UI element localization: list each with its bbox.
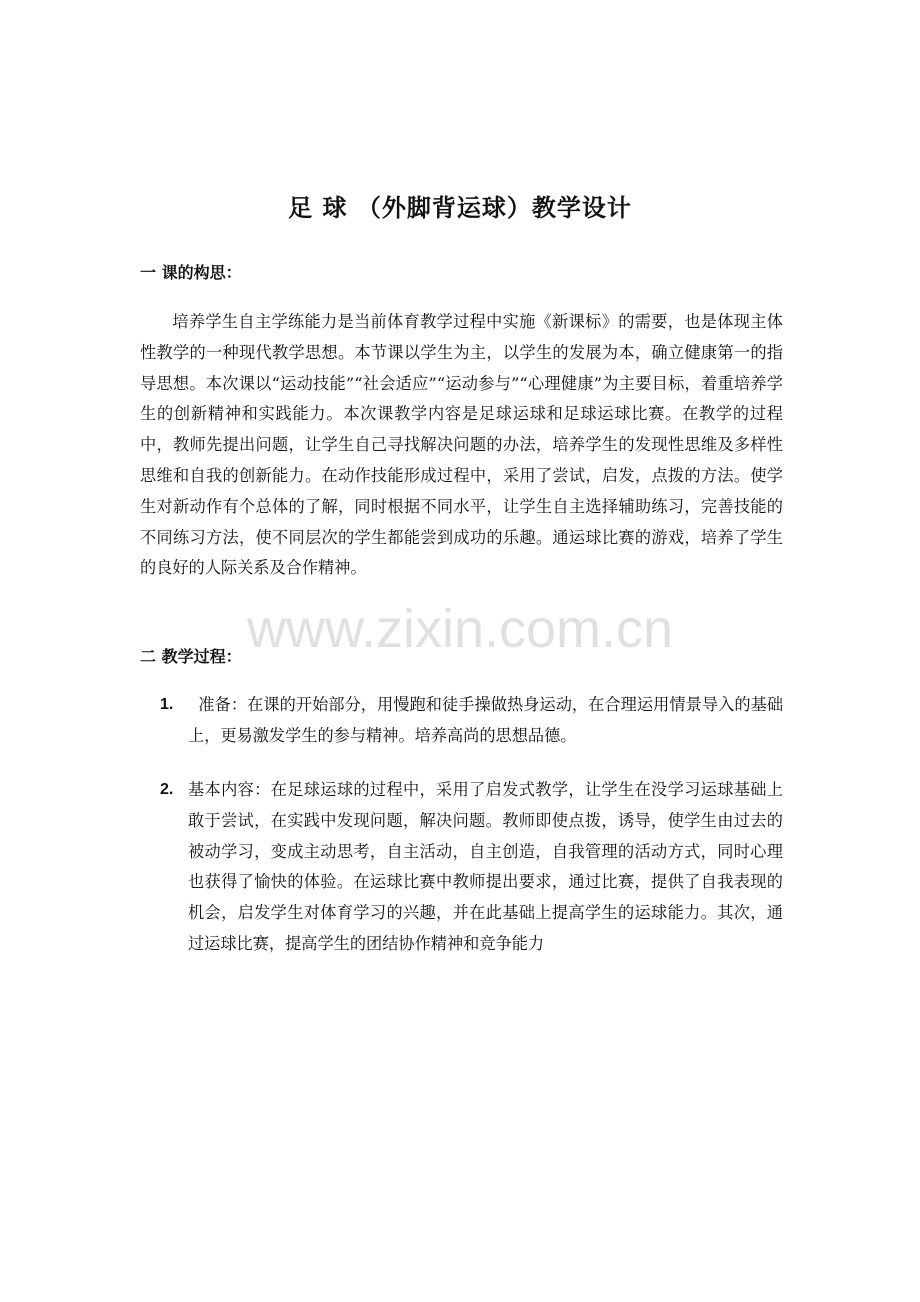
section-heading-concept: 一 课的构思：: [140, 263, 242, 282]
list-item-number: 2.: [160, 781, 174, 798]
watermark: www.zixin.com.cn: [246, 599, 674, 659]
section-heading-process: 二 教学过程：: [140, 647, 242, 666]
concept-paragraph: 培养学生自主学练能力是当前体育教学过程中实施《新课标》的需要，也是体现主体性教学的一种现代教学思想。本节课以学生为主，以学生的发展为本，确立健康第一的指导思想。本次课以“运动技能”“社会适应”“运动参与”“心理健康”为主要目标，着重培养学生的创新精神和实践能力。本次课教学内容是足球运球和足球运球比赛。在教学的过程中，教师先提出问题，让学生自己寻找解决问题的办法，培养学生的发现性思维及多样性思维和自我的创新能力。在动作技能形成过程中，采用了尝试，启发，点拨的方法。使学生对新动作有个总体的了解，同时根据不同水平，让学生自主选择辅助练习，完善技能的不同练习方法，使不同层次的学生都能尝到成功的乐趣。通运球比赛的游戏，培养了学生的良好的人际关系及合作精神。: [140, 312, 783, 578]
list-item-text: 准备：在课的开始部分，用慢跑和徒手操做热身运动，在合理运用情景导入的基础上，更易激发学生的参与精神。培养高尚的思想品德。: [188, 695, 784, 745]
list-item: [160, 690, 783, 752]
list-item-number: 1.: [160, 696, 174, 713]
list-item-text: 基本内容：在足球运球的过程中，采用了启发式教学，让学生在没学习运球基础上敢于尝试，在实践中发现问题，解决问题。教师即使点拨，诱导，使学生由过去的被动学习，变成主动思考，自主活动，自主创造，自我管理的活动方式，同时心理也获得了愉快的体验。在运球比赛中教师提出要求，通过比赛，提供了自我表现的机会，启发学生对体育学习的兴趣，并在此基础上提高学生的运球能力。其次，通过运球比赛，提高学生的团结协作精神和竞争能力: [188, 780, 783, 953]
list-item: [160, 775, 783, 960]
document-title: 足 球 （外脚背运球）教学设计: [288, 194, 632, 222]
